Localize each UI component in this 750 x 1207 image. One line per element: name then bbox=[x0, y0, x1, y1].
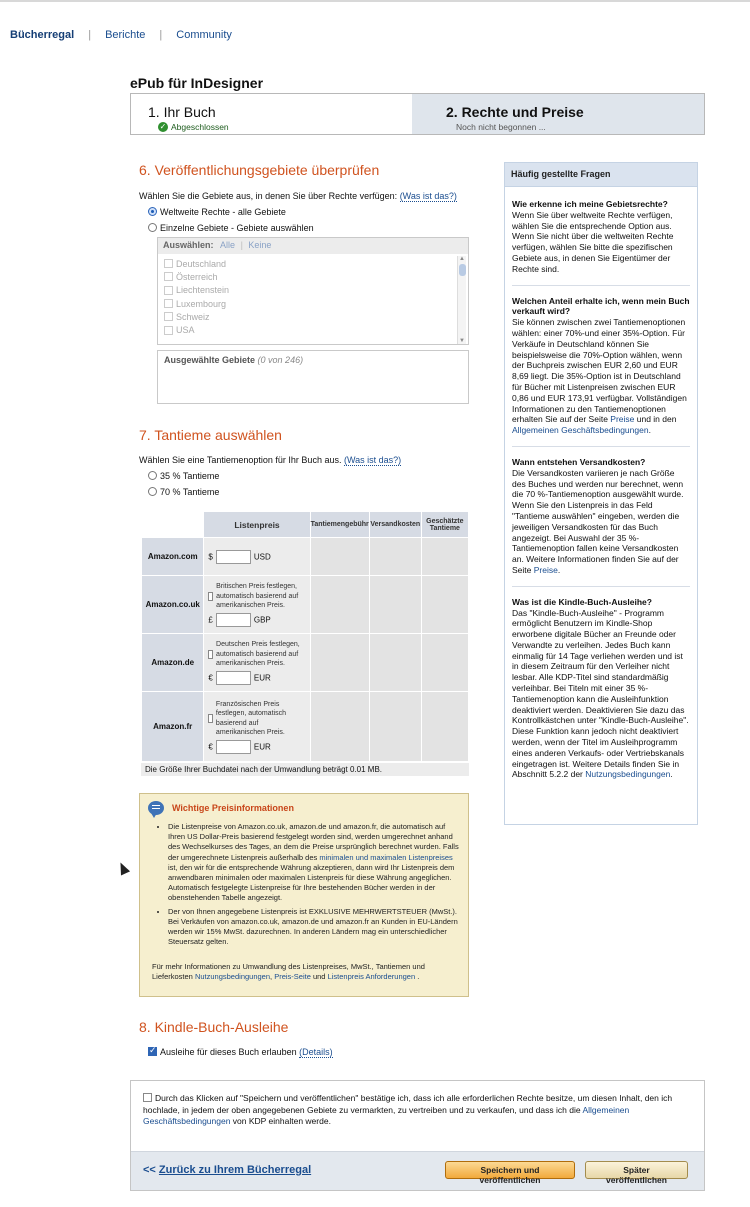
pricing-link[interactable]: Preise bbox=[533, 564, 558, 575]
faq-title: Häufig gestellte Fragen bbox=[505, 163, 697, 187]
faq-answer: und in den bbox=[634, 414, 677, 425]
shipping-cell bbox=[369, 634, 421, 692]
check-icon: ✓ bbox=[159, 122, 167, 131]
nav-reports[interactable]: Berichte bbox=[105, 29, 146, 41]
checkbox[interactable] bbox=[164, 286, 173, 295]
list-item[interactable] bbox=[164, 284, 229, 297]
column-header: Versandkosten bbox=[369, 512, 421, 538]
agreement-terms-link[interactable]: Allgemeinen Geschäftsbedingungen bbox=[143, 1104, 630, 1126]
lending-checkbox-label: Ausleihe für dieses Buch erlauben bbox=[160, 1047, 297, 1057]
select-separator: | bbox=[240, 240, 243, 250]
currency-symbol: £ bbox=[208, 615, 213, 625]
nav-bookshelf[interactable]: Bücherregal bbox=[10, 29, 75, 41]
list-item[interactable] bbox=[164, 270, 229, 283]
territory-selector bbox=[157, 237, 469, 345]
column-header: Tantiemengebühr bbox=[310, 512, 369, 538]
table-row bbox=[142, 634, 469, 692]
faq-answer: Das "Kindle-Buch-Ausleihe" - Programm ermöglicht Benutzern im Kindle-Shop erworbene digitale Bücher an Freunde oder Verwandte zu verleihen. Jedes Buch kann einmalig für 14 Tage verliehen werden und ist in diesem Zeitraum für den Verleiher nicht lesbar. Alle KDP-Titel sind standardmäßig verleihbar. Bei Titeln mit einer 35 %-Tantiemenoption kann die Ausleihfunktion deaktiviert werden. Deaktivieren Sie dazu das Kontrollkästchen unter "Kindle-Buch-Ausleihe". Diese Funktion kann jedoch nicht deaktiviert werden, wenn der Titel im Ausleihprogramm eines anderen Verkaufs- oder Vertriebskanals eingetragen ist. Weitere Details finden Sie in Abschnitt 5.2.2 der bbox=[512, 607, 689, 780]
pricing-page-link[interactable]: Preis-Seite bbox=[274, 972, 311, 982]
royalty-fee-cell bbox=[310, 634, 369, 692]
currency-symbol: € bbox=[208, 741, 213, 751]
price-info-box bbox=[139, 793, 469, 997]
currency-code: USD bbox=[253, 551, 271, 561]
estimated-royalty-cell bbox=[421, 538, 468, 576]
back-link-text: Zurück zu Ihrem Bücherregal bbox=[158, 1164, 312, 1176]
top-divider bbox=[0, 0, 750, 2]
list-item-label: Schweiz bbox=[176, 311, 210, 322]
price-info-list bbox=[156, 822, 464, 950]
speech-bubble-icon bbox=[148, 801, 164, 815]
pricing-link[interactable]: Preise bbox=[610, 414, 635, 425]
table-row bbox=[142, 538, 469, 576]
faq-body bbox=[505, 187, 697, 790]
nav-community[interactable]: Community bbox=[176, 29, 232, 41]
radio-label: Weltweite Rechte - alle Gebiete bbox=[160, 207, 286, 217]
table-header-blank bbox=[142, 512, 204, 538]
store-name: Amazon.com bbox=[142, 538, 204, 576]
price-input-gbp[interactable] bbox=[216, 613, 251, 627]
price-info-heading: Wichtige Preisinformationen bbox=[172, 803, 294, 813]
table-header-row bbox=[142, 512, 469, 538]
auto-price-note: Britischen Preis festlegen, automatisch basierend auf amerikanischen Preis. bbox=[216, 583, 299, 610]
store-name: Amazon.co.uk bbox=[142, 576, 204, 634]
royalty-intro bbox=[139, 455, 401, 465]
price-input-eur-fr[interactable] bbox=[216, 740, 251, 754]
checkbox[interactable] bbox=[164, 272, 173, 281]
list-price-requirements-link[interactable]: Listenpreis Anforderungen bbox=[327, 972, 416, 982]
step-progress bbox=[130, 93, 705, 135]
faq-item bbox=[512, 199, 690, 286]
footer-text: und bbox=[310, 972, 328, 982]
faq-question: Was ist die Kindle-Buch-Ausleihe? bbox=[512, 596, 652, 607]
list-item-label: Luxembourg bbox=[176, 298, 227, 309]
list-item-label: Österreich bbox=[176, 271, 218, 282]
step-status-text: Noch nicht begonnen ... bbox=[456, 122, 546, 132]
step-status bbox=[158, 122, 229, 132]
agreement-text: von KDP einhalten werde. bbox=[230, 1116, 331, 1126]
currency-code: EUR bbox=[253, 741, 271, 751]
radio-icon[interactable] bbox=[148, 223, 157, 232]
currency-symbol: € bbox=[208, 673, 213, 683]
table-row bbox=[142, 576, 469, 634]
territory-select-bar bbox=[158, 238, 468, 254]
step-label: 1. Ihr Buch bbox=[148, 104, 216, 120]
price-row bbox=[208, 671, 305, 685]
auto-price-note: Deutschen Preis festlegen, automatisch basierend auf amerikanischen Preis. bbox=[216, 641, 300, 668]
faq-item bbox=[512, 296, 690, 447]
faq-answer: Wenn Sie über weltweite Rechte verfügen, wählen Sie die entsprechende Option aus. Wenn Sie nicht über die weltweiten Rechte verfügen, wählen Sie bitte die spezifischen Gebiete aus, in denen Sie Eigentümer der Rechte sind. bbox=[512, 209, 674, 274]
currency-symbol: $ bbox=[208, 551, 213, 561]
radio-icon[interactable] bbox=[148, 471, 157, 480]
select-none-link[interactable]: Keine bbox=[248, 240, 272, 250]
save-publish-button[interactable]: Speichern und veröffentlichen bbox=[445, 1161, 575, 1179]
terms-link[interactable]: Nutzungsbedingungen bbox=[194, 972, 271, 982]
royalty-fee-cell bbox=[310, 538, 369, 576]
radio-royalty-70[interactable] bbox=[148, 487, 219, 497]
auto-price-option[interactable] bbox=[208, 582, 305, 611]
list-item bbox=[168, 822, 464, 904]
nav-separator: | bbox=[88, 29, 92, 41]
agreement bbox=[143, 1093, 698, 1128]
footer-text: Für mehr Informationen zu Umwandlung des Listenpreises, MwSt., Tantiemen und Lieferkosten bbox=[152, 962, 425, 982]
publish-panel bbox=[130, 1080, 705, 1191]
territory-list bbox=[164, 257, 229, 337]
column-header: Geschätzte Tantieme bbox=[421, 512, 468, 538]
store-name: Amazon.de bbox=[142, 634, 204, 692]
checkbox[interactable] bbox=[164, 312, 173, 321]
faq-question: Wie erkenne ich meine Gebietsrechte? bbox=[512, 199, 668, 209]
list-price-cell bbox=[204, 576, 310, 634]
table-row bbox=[142, 692, 469, 762]
lending-checkbox[interactable] bbox=[148, 1047, 157, 1056]
shipping-cell bbox=[369, 692, 421, 762]
price-row bbox=[208, 613, 305, 627]
auto-price-checkbox[interactable] bbox=[208, 650, 213, 659]
list-price-cell bbox=[204, 538, 310, 576]
faq-answer: Sie können zwischen zwei Tantiemenoptionen wählen: einer 70%-und einer 35%-Option. Für Verkäufe in Deutschland können Sie beispielsweise die 70%-Option wählen, wenn der Buchpreis zwischen EUR 2,60 und EUR 8,69 liegt. Die 35%-Option ist in Deutschland für Bücher mit Listenpreisen zwischen EUR 0,86 und EUR 173,91 verfügbar. Vollständigen Informationen zu den Tantiemenoptionen erhalten Sie auf der Seite bbox=[512, 317, 687, 425]
step-your-book[interactable] bbox=[130, 93, 430, 135]
faq-answer: . bbox=[648, 425, 651, 436]
list-item bbox=[168, 907, 464, 948]
territories-intro-text: Wählen Sie die Gebiete aus, in denen Sie über Rechte verfügen: bbox=[139, 191, 398, 201]
list-item[interactable] bbox=[164, 257, 229, 270]
list-item[interactable] bbox=[164, 297, 229, 310]
list-price-cell bbox=[204, 634, 310, 692]
auto-price-checkbox[interactable] bbox=[208, 714, 213, 723]
scroll-up-icon[interactable]: ▲ bbox=[459, 256, 465, 262]
list-item-label: Liechtenstein bbox=[176, 285, 230, 296]
radio-label: 70 % Tantieme bbox=[160, 487, 220, 497]
list-item[interactable] bbox=[164, 310, 229, 323]
estimated-royalty-cell bbox=[421, 576, 468, 634]
faq-answer: . bbox=[557, 564, 561, 575]
faq-question: Wann entstehen Versandkosten? bbox=[512, 456, 646, 467]
estimated-royalty-cell bbox=[421, 634, 468, 692]
faq-item bbox=[512, 597, 690, 791]
footer-text: , bbox=[270, 972, 275, 982]
radio-label: 35 % Tantieme bbox=[160, 471, 220, 481]
mouse-cursor-icon bbox=[116, 860, 130, 875]
agreement-text: Durch das Klicken auf "Speichern und veröffentlichen" bestätige ich, dass ich alle erforderlichen Rechte besitze, um diesen Inhalt, den ich hochlade, in jedem der oben angegebenen Gebiete zu vermarkten, zu vertreiben und zu verkaufen, und dass ich die bbox=[143, 1093, 673, 1115]
lending-details-link[interactable]: (Details) bbox=[299, 1047, 333, 1057]
terms-link[interactable]: Nutzungsbedingungen bbox=[585, 769, 671, 780]
terms-link[interactable]: Allgemeinen Geschäftsbedingungen bbox=[512, 425, 649, 436]
territories-intro bbox=[139, 191, 457, 201]
list-item[interactable] bbox=[164, 323, 229, 336]
back-to-bookshelf-link[interactable] bbox=[143, 1164, 311, 1176]
currency-code: EUR bbox=[253, 673, 271, 683]
price-table bbox=[141, 511, 469, 762]
royalty-intro-text: Wählen Sie eine Tantiemenoption für Ihr Buch aus. bbox=[139, 455, 342, 465]
radio-label: Einzelne Gebiete - Gebiete auswählen bbox=[160, 223, 314, 233]
auto-price-checkbox[interactable] bbox=[208, 592, 213, 601]
store-name: Amazon.fr bbox=[142, 692, 204, 762]
lending-option[interactable] bbox=[148, 1047, 333, 1057]
checkbox[interactable] bbox=[164, 299, 173, 308]
price-row bbox=[208, 740, 305, 754]
faq-item bbox=[512, 457, 690, 587]
bullet-text: Die Listenpreise von Amazon.co.uk, amazon.de und amazon.fr, die automatisch auf Ihren US Dollar-Preis basierend festgelegt worden sind, werden umgerechnet anhand des Wechselkurses des Tages, an dem die Preise ursprünglich berechnet wurden. Falls der umgerechnete Listenpreis außerhalb des bbox=[168, 822, 459, 862]
action-bar bbox=[131, 1151, 704, 1190]
radio-royalty-35[interactable] bbox=[148, 471, 219, 481]
faq-panel bbox=[504, 162, 698, 825]
selected-territories-box bbox=[157, 350, 469, 404]
lending-heading: 8. Kindle-Buch-Ausleihe bbox=[139, 1019, 289, 1035]
shipping-cell bbox=[369, 538, 421, 576]
bullet-text: Der von Ihnen angegebene Listenpreis ist EXKLUSIVE MEHRWERTSTEUER (MwSt.). Bei Verkäufen von amazon.co.uk, amazon.de und amazon.fr an Kunden in EU-Ländern werden wir 15% MwSt. dazurechnen. In anderen Ländern mag ein unterschiedlicher Steuersatz gelten. bbox=[168, 906, 458, 947]
auto-price-option[interactable] bbox=[208, 700, 305, 738]
checkbox[interactable] bbox=[164, 259, 173, 268]
currency-code: GBP bbox=[253, 615, 271, 625]
estimated-royalty-cell bbox=[421, 692, 468, 762]
territories-help-link[interactable]: (Was ist das?) bbox=[399, 191, 457, 201]
price-input-eur-de[interactable] bbox=[216, 671, 251, 685]
royalty-help-link[interactable]: (Was ist das?) bbox=[343, 455, 402, 465]
royalty-fee-cell bbox=[310, 692, 369, 762]
shipping-cell bbox=[369, 576, 421, 634]
agreement-checkbox[interactable] bbox=[143, 1093, 152, 1102]
radio-individual[interactable] bbox=[148, 223, 314, 233]
top-nav bbox=[10, 29, 232, 41]
territories-heading: 6. Veröffentlichungsgebiete überprüfen bbox=[139, 162, 380, 178]
list-item-label: USA bbox=[176, 325, 195, 336]
list-item-label: Deutschland bbox=[176, 258, 227, 269]
price-input-usd[interactable] bbox=[216, 550, 251, 564]
scroll-thumb[interactable] bbox=[459, 264, 466, 276]
back-arrow-icon: << bbox=[143, 1164, 156, 1176]
faq-answer: Die Versandkosten variieren je nach Größe des Buches und werden nur berechnet, wenn die 70 %-Tantiemenoption ausgewählt wurde. Wenn Sie den Listenpreis in das Feld "Tantieme auswählen" eingeben, werden die jeweiligen Versandkosten für das Buch angezeigt. Bei Auswahl der 35 %-Tantiemenoption fallen keine Versandkosten an. Weitere Informationen finden Sie auf der Seite bbox=[512, 467, 684, 575]
file-size-note: Die Größe Ihrer Buchdatei nach der Umwandlung beträgt 0.01 MB. bbox=[141, 763, 469, 776]
radio-icon[interactable] bbox=[148, 487, 157, 496]
auto-price-option[interactable] bbox=[208, 640, 305, 669]
scroll-down-icon[interactable]: ▼ bbox=[459, 338, 465, 344]
step-status-text: Abgeschlossen bbox=[171, 122, 229, 132]
column-header: Listenpreis bbox=[204, 512, 310, 538]
selected-territories-count: (0 von 246) bbox=[257, 355, 304, 365]
territory-scrollbar[interactable] bbox=[457, 256, 466, 344]
select-label: Auswählen: bbox=[163, 240, 214, 250]
list-price-cell bbox=[204, 692, 310, 762]
footer-text: . bbox=[415, 972, 420, 982]
auto-price-note: Französischen Preis festlegen, automatisch basierend auf amerikanischen Preis. bbox=[215, 700, 286, 736]
step-label: 2. Rechte und Preise bbox=[446, 104, 584, 120]
min-max-price-link[interactable]: minimalen und maximalen Listenpreises bbox=[319, 852, 453, 862]
book-title: ePub für InDesigner bbox=[130, 75, 264, 91]
radio-icon[interactable] bbox=[148, 207, 157, 216]
royalty-fee-cell bbox=[310, 576, 369, 634]
step-rights-prices[interactable] bbox=[412, 93, 705, 135]
bullet-text: ist, den wir für die entsprechende Währung akzeptieren, dann wird Ihr Listenpreis dem anwendbaren minimalen oder maximalen Listenpreis für diese Währung angeglichen. Automatisch festgelegte Listenpreise für Ihre bestehenden Bücher werden in der obenstehenden Tabelle angezeigt. bbox=[168, 862, 455, 903]
checkbox[interactable] bbox=[164, 326, 173, 335]
faq-answer: . bbox=[670, 769, 673, 780]
selected-territories-label: Ausgewählte Gebiete bbox=[164, 355, 256, 365]
select-all-link[interactable]: Alle bbox=[220, 240, 236, 250]
royalty-heading: 7. Tantieme auswählen bbox=[139, 427, 282, 443]
price-info-footer bbox=[152, 962, 462, 982]
radio-worldwide[interactable] bbox=[148, 207, 286, 217]
nav-separator: | bbox=[159, 29, 163, 41]
faq-question: Welchen Anteil erhalte ich, wenn mein Buch verkauft wird? bbox=[512, 295, 690, 317]
publish-later-button[interactable]: Später veröffentlichen bbox=[585, 1161, 688, 1179]
